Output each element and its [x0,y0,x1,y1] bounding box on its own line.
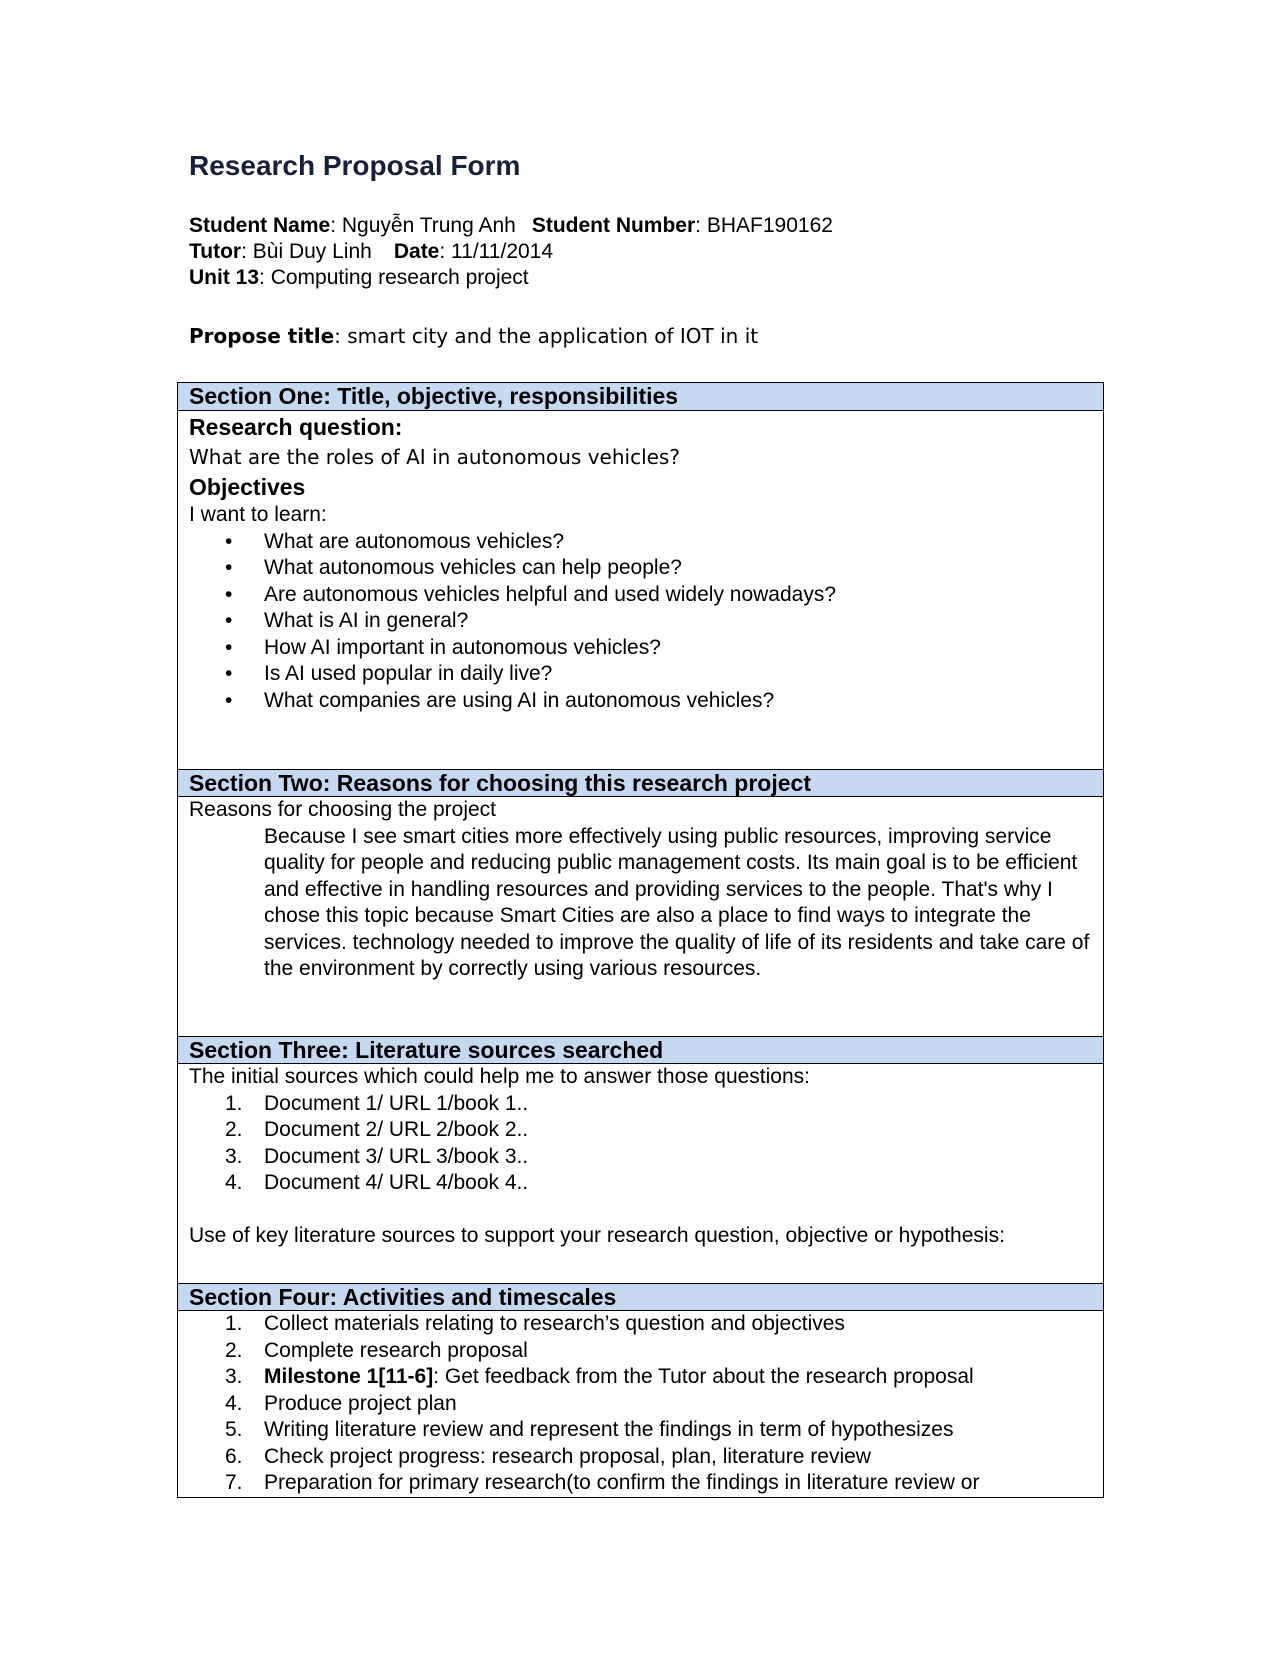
unit-value: Computing research project [270,266,529,289]
list-item [189,1470,1093,1497]
student-number-value: BHAF190162 [706,214,833,237]
list-item [189,1117,1093,1144]
list-number: 2. [225,1338,243,1362]
list-number: 4. [225,1391,243,1415]
list-item [189,1417,1093,1444]
list-item [189,1170,1093,1197]
student-name-value: Nguyễn Trung Anh [341,214,516,237]
list-item [189,1364,1093,1391]
propose-title-value: smart city and the application of IOT in it [347,324,759,348]
student-info-line [189,213,833,239]
date-value: 11/11/2014 [451,240,554,263]
reasons-paragraph: Because I see smart cities more effectively using public resources, improving service quality for people and reducing public management costs. Its main goal is to be efficient and effective in handling resources and providing services to the people. That's why I chose this topic because Smart Cities are also a place to find ways to integrate the services. technology needed to improve the quality of life of its residents and take care of the environment by correctly using various resources. [264,824,1090,980]
list-item [189,555,1093,582]
list-number: 4. [225,1171,243,1194]
bullet-icon: • [225,556,233,579]
list-item-text: Document 4/ URL 4/book 4.. [264,1171,529,1194]
list-item [189,1444,1093,1471]
list-number: 5. [225,1418,243,1441]
separator: : [334,324,348,348]
tutor-date-line [189,239,553,265]
bullet-icon: • [225,609,233,632]
bullet-icon: • [225,582,233,606]
reasons-intro: Reasons for choosing the project [189,798,497,821]
milestone-label: Milestone 1[11-6] [264,1365,434,1388]
research-question-text: What are the roles of AI in autonomous vehicles? [189,445,680,469]
unit-label: Unit 13 [189,266,260,289]
list-item [189,1338,1093,1365]
list-item-text: Are autonomous vehicles helpful and used widely nowadays? [264,582,837,606]
list-item [189,661,1093,688]
list-item [189,1144,1093,1171]
section-two-heading: Section Two: Reasons for choosing this research project [178,769,1103,797]
activities-list [189,1311,1093,1497]
section-four-heading: Section Four: Activities and timescales [178,1283,1103,1311]
section-four-body [178,1311,1103,1497]
page-title: Research Proposal Form [189,150,521,181]
objectives-label: Objectives [189,474,306,500]
separator: : [241,240,253,263]
list-item-text: What companies are using AI in autonomous vehicles? [264,688,775,712]
list-item-text: Complete research proposal [264,1338,528,1362]
bullet-icon: • [225,529,233,553]
list-item [189,582,1093,609]
list-item-text: What autonomous vehicles can help people? [264,556,682,579]
list-item-text: Collect materials relating to research’s question and objectives [264,1312,845,1335]
list-item-text: Produce project plan [264,1391,457,1415]
list-item [189,1311,1093,1338]
list-item-text: What is AI in general? [264,609,469,632]
section-one-heading: Section One: Title, objective, responsibilities [178,383,1103,411]
bullet-icon: • [225,688,233,712]
objectives-intro: I want to learn: [189,503,327,526]
separator: : [259,266,271,289]
list-item-text: Check project progress: research proposal, plan, literature review [264,1444,871,1468]
list-item [189,608,1093,635]
date-label: Date [393,240,440,263]
objectives-list [189,529,1093,715]
list-item-text: Preparation for primary research(to confirm the findings in literature review or [264,1471,980,1494]
list-item-text: : Get feedback from the Tutor about the research proposal [433,1365,974,1388]
bullet-icon: • [225,662,233,685]
student-name-label: Student Name [189,214,331,237]
list-number: 3. [225,1365,243,1388]
literature-list [189,1091,1093,1197]
list-number: 6. [225,1444,243,1468]
literature-closing: Use of key literature sources to support your research question, objective or hypothesis: [189,1223,1005,1247]
list-item-text: Writing literature review and represent the findings in term of hypothesizes [264,1418,954,1441]
section-three-heading: Section Three: Literature sources searched [178,1036,1103,1064]
list-number: 7. [225,1471,243,1494]
unit-line [189,265,529,291]
student-number-label: Student Number [531,214,696,237]
tutor-label: Tutor [189,240,242,263]
list-item-text: Document 3/ URL 3/book 3.. [264,1144,529,1168]
list-item-text: How AI important in autonomous vehicles? [264,635,661,659]
list-item-text: What are autonomous vehicles? [264,529,564,553]
list-item [189,1091,1093,1118]
list-number: 1. [225,1312,243,1335]
separator: : [439,240,452,263]
section-three-body [178,1064,1103,1283]
list-item-text: Document 1/ URL 1/book 1.. [264,1091,529,1115]
bullet-icon: • [225,635,233,659]
list-item-text: Document 2/ URL 2/book 2.. [264,1118,529,1141]
literature-intro: The initial sources which could help me to answer those questions: [189,1065,810,1088]
list-item [189,688,1093,715]
list-number: 1. [225,1091,243,1115]
separator: : [330,214,342,237]
list-item [189,1391,1093,1418]
propose-title-label: Propose title [189,324,335,348]
list-item-text: Is AI used popular in daily live? [264,662,553,685]
list-item [189,635,1093,662]
list-item [189,529,1093,556]
section-two-body [178,797,1103,1036]
separator: : [695,214,707,237]
proposal-form-table [177,382,1104,1498]
section-one-body [178,411,1103,769]
tutor-value: Bùi Duy Linh [252,240,372,263]
list-number: 3. [225,1144,243,1168]
research-question-label: Research question: [189,414,403,440]
propose-title-line [189,324,758,348]
list-number: 2. [225,1118,243,1141]
